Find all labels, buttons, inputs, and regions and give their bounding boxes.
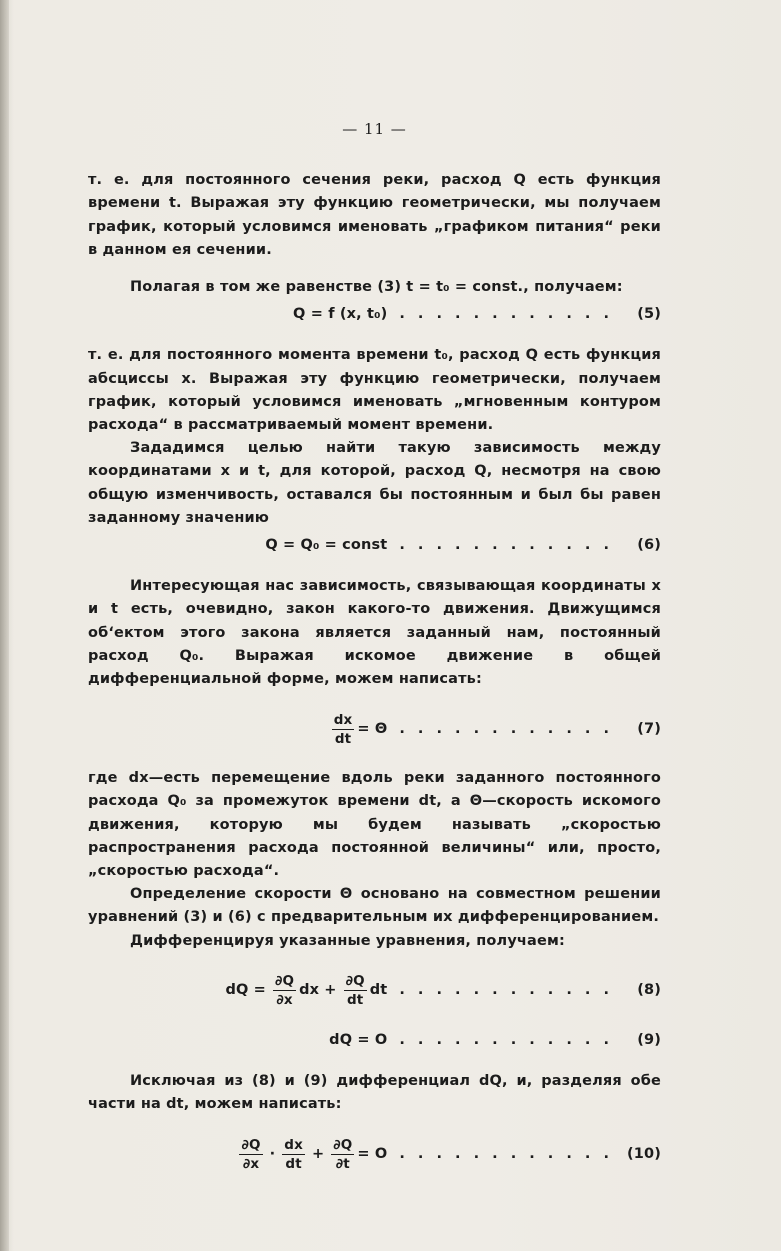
paragraph-3: т. е. для постоянного момента времени t₀, расход Q есть функция абсциссы x. Выражая эту функцию геометрически, получаем график, который условимся именовать „мгновенным контуром расхода“ в рассматриваемый момент времени. <box>88 347 661 434</box>
fraction-dx-dt <box>282 1136 305 1173</box>
equation-10-number: (10) <box>626 1145 661 1162</box>
equation-8-lhs: dQ = <box>225 982 266 999</box>
equation-dots: . . . . . . . . . . . . <box>399 306 613 323</box>
paragraph-9: Исключая из (8) и (9) дифференциал dQ, и, разделяя обе части на dt, можем написать: <box>88 1073 661 1113</box>
equation-8 <box>88 967 661 1015</box>
paragraph-5: Интересующая нас зависимость, связывающая координаты x и t есть, очевидно, закон какого-то движения. Движущимся об‘ектом этого закона является заданный нам, постоянный расход Q₀. Выражая искомое движение в общей дифференциальной форме, можем написать: <box>88 578 661 688</box>
fraction-dq-dx <box>239 1136 262 1173</box>
equation-5-number: (5) <box>637 306 661 323</box>
fraction-numerator: ∂Q <box>274 973 295 990</box>
fraction-denominator: ∂t <box>335 1156 350 1172</box>
equation-dots: . . . . . . . . . . . . <box>399 1031 613 1048</box>
equation-7 <box>88 705 661 753</box>
fraction-numerator: ∂Q <box>345 973 365 990</box>
paragraph-1: т. е. для постоянного сечения реки, расход Q есть функция времени t. Выражая эту функцию геометрически, мы получаем график, который условимся именовать „графиком питания“ реки в данном ея сечении. <box>88 172 661 258</box>
equation-dots: . . . . . . . . . . . . <box>399 720 613 737</box>
fraction-dq-dt <box>344 972 367 1009</box>
equation-dots: . . . . . . . . . . . . <box>399 537 613 554</box>
fraction-denominator: dt <box>285 1156 302 1172</box>
fraction-denominator: ∂x <box>276 992 293 1009</box>
equation-6-expr: Q = Q₀ = const <box>265 537 388 554</box>
page-number: — 11 — <box>342 120 407 138</box>
equation-8-tail: dt <box>369 982 388 999</box>
fraction-denominator: dt <box>334 730 352 747</box>
equation-6-number: (6) <box>637 537 661 554</box>
fraction-numerator: dx <box>284 1137 303 1153</box>
equation-7-number: (7) <box>637 720 661 737</box>
page-binding-edge <box>0 0 9 1251</box>
fraction-denominator: ∂x <box>242 1156 260 1172</box>
equation-5-expr: Q = f (x, t₀) <box>293 306 388 323</box>
equation-8-number: (8) <box>637 982 661 999</box>
fraction-numerator: dx <box>333 711 353 728</box>
fraction-dq-dt <box>331 1136 354 1173</box>
paragraph-4: Зададимся целью найти такую зависимость между координатами x и t, для которой, расход Q, несмотря на свою общую изменчивость, оставался бы постоянным и был бы равен заданному значению <box>88 440 661 526</box>
equation-9-number: (9) <box>637 1031 661 1048</box>
paragraph-6: где dx—есть перемещение вдоль реки заданного постоянного расхода Q₀ за промежуток времени dt, а Θ—скорость искомого движения, которую мы будем называть „скоростью распространения расхода постоянной величины“ или, просто, „скоростью расхода“. <box>88 770 661 880</box>
fraction-dx-dt <box>332 711 355 748</box>
plus-sign: + <box>311 1145 325 1162</box>
equation-9-expr: dQ = O <box>329 1031 388 1048</box>
equation-9 <box>88 1029 661 1052</box>
paragraph-7: Определение скорости Θ основано на совместном решении уравнений (3) и (6) с предварительным их дифференцированием. <box>88 886 661 926</box>
fraction-dq-dx <box>273 972 296 1009</box>
equation-8-mid: dx + <box>299 982 337 999</box>
fraction-denominator: dt <box>346 992 364 1009</box>
multiply-dot: · <box>269 1145 276 1162</box>
paragraph-2: Полагая в том же равенстве (3) t = t₀ = const., получаем: <box>130 279 623 296</box>
fraction-numerator: ∂Q <box>333 1137 353 1153</box>
equation-7-rhs: = Θ <box>357 720 388 737</box>
equation-10-rhs: = O <box>357 1145 388 1162</box>
equation-dots: . . . . . . . . . . . . <box>399 1145 613 1162</box>
equation-6 <box>88 534 661 557</box>
equation-5 <box>88 303 661 326</box>
fraction-numerator: ∂Q <box>241 1137 261 1153</box>
equation-10 <box>88 1131 661 1179</box>
paragraph-8: Дифференцируя указанные уравнения, получаем: <box>130 932 565 949</box>
equation-dots: . . . . . . . . . . . . <box>399 982 613 999</box>
page-content <box>88 118 661 1193</box>
